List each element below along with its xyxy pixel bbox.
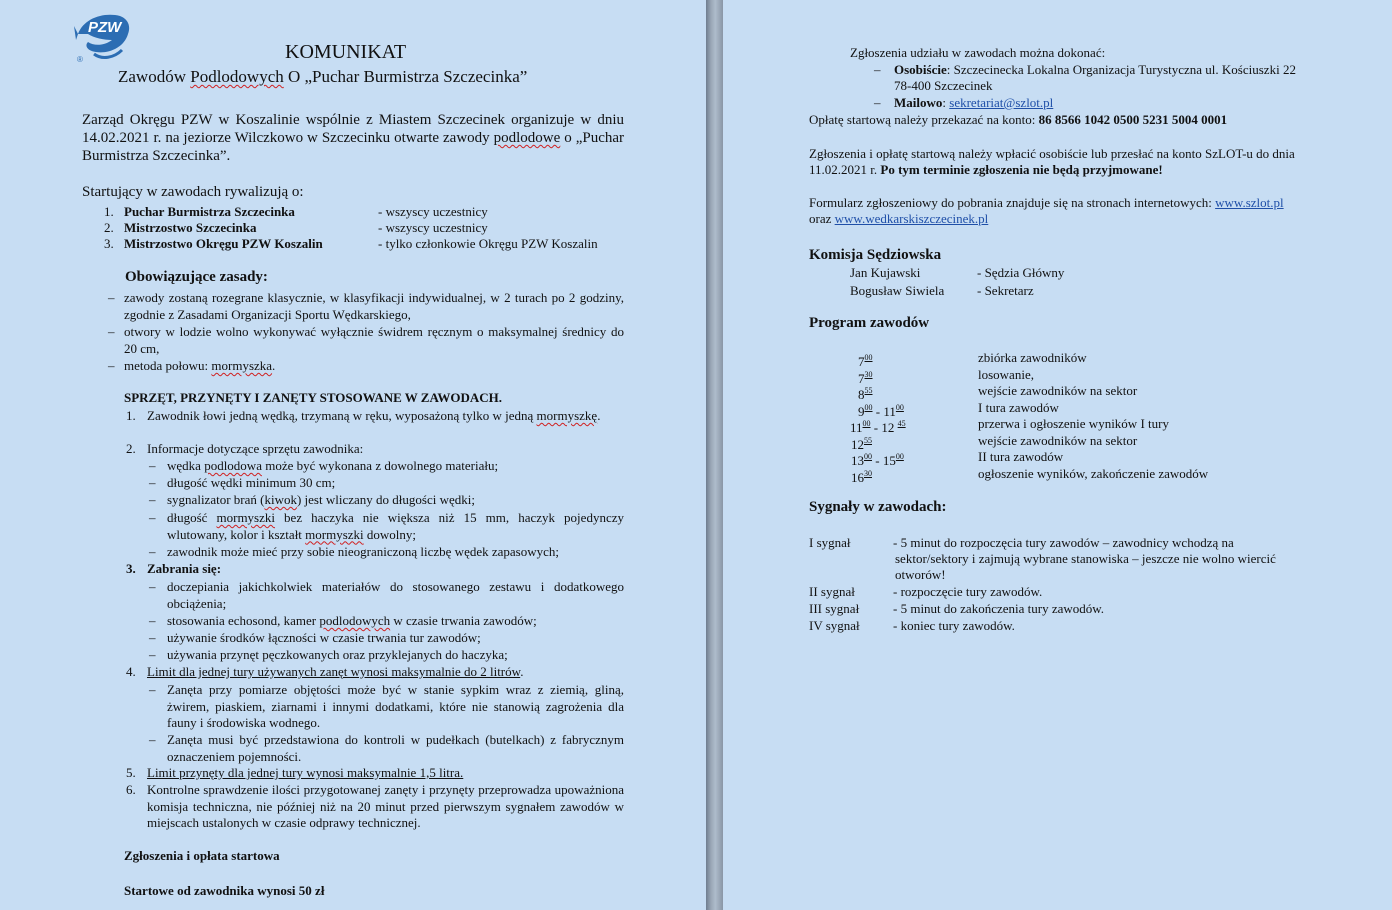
entry-fee: Startowe od zawodnika wynosi 50 zł xyxy=(124,883,325,898)
equipment-heading: SPRZĘT, PRZYNĘTY I ZANĘTY STOSOWANE W ZAWODACH. xyxy=(124,390,503,405)
logo-text: PZW xyxy=(88,19,122,36)
signal-label: III sygnał xyxy=(809,601,860,616)
rules-heading: Obowiązujące zasady: xyxy=(125,269,268,285)
dash-bullet: – xyxy=(149,492,156,507)
jury-member-name: Bogusław Siwiela xyxy=(850,283,945,298)
dash-bullet: – xyxy=(108,358,115,373)
doc-subtitle: Zawodów Podlodowych O „Puchar Burmistrza Szczecinka” xyxy=(118,67,528,86)
competition-eligibility: - wszyscy uczestnicy xyxy=(378,220,488,235)
dash-bullet: – xyxy=(874,95,881,110)
page-gutter xyxy=(706,0,723,910)
prohibited-item: doczepiania jakichkolwiek materiałów do stosowanego zestawu i dodatkowego obciążenia; xyxy=(167,579,624,611)
prohibited-item: używanie środków łączności w czasie trwania tur zawodów; xyxy=(167,630,481,645)
deadline-line-1: Zgłoszenia i opłatę startową należy wpłacić osobiście lub przesłać na konto SzLOT-u do dnia xyxy=(809,146,1295,161)
program-description: wejście zawodników na sektor xyxy=(978,433,1138,448)
program-description: I tura zawodów xyxy=(978,400,1059,415)
competition-name: Mistrzostwo Szczecinka xyxy=(124,220,257,235)
program-description: II tura zawodów xyxy=(978,449,1064,464)
document-page-right xyxy=(723,0,1392,910)
deadline-line-2: 11.02.2021 r. Po tym terminie zgłoszenia nie będą przyjmowane! xyxy=(809,162,1163,177)
rule-item: otwory w lodzie wolno wykonywać wyłącznie świdrem ręcznym o maksymalnej średnicy do 20 cm, xyxy=(124,324,624,356)
registration-intro: Zgłoszenia udziału w zawodach można dokonać: xyxy=(850,45,1106,60)
dash-bullet: – xyxy=(149,647,156,662)
competition-item: 3. xyxy=(104,236,114,251)
program-time: $7^{30}$ xyxy=(858,370,873,386)
logo-registered-mark: ® xyxy=(77,55,83,64)
jury-member-role: - Sędzia Główny xyxy=(977,265,1065,280)
bait-limit: Limit przynęty dla jednej tury wynosi maksymalnie 1,5 litra. xyxy=(147,765,464,780)
dash-bullet: – xyxy=(149,732,156,747)
dash-bullet: – xyxy=(874,62,881,77)
list-number: 4. xyxy=(126,664,136,679)
program-time: $16^{30}$ xyxy=(851,469,872,485)
registration-address: 78-400 Szczecinek xyxy=(894,78,993,93)
competition-eligibility: - wszyscy uczestnicy xyxy=(378,204,488,219)
prohibited-heading: Zabrania się: xyxy=(147,561,222,576)
equipment-subitem: długość mormyszki bez haczyka nie większa niż 15 mm, haczyk pojedynczy wlutowany, kolor i kształt mormyszki dowolny; xyxy=(167,510,624,542)
intro-paragraph: Zarząd Okręgu PZW w Koszalinie wspólnie z Miastem Szczecinek organizuje w dniu 14.02.2021 r. na jeziorze Wilczkowo w Szczecinku otwarte zawody podlodowe o „Puchar Burmistrza Szczecinka”. xyxy=(82,112,625,164)
competition-name: Puchar Burmistrza Szczecinka xyxy=(124,204,295,219)
program-time: $13^{00} - 15^{00}$ xyxy=(851,452,904,468)
equipment-item: Zawodnik łowi jedną wędką, trzymaną w ręku, wyposażoną tylko w jedną mormyszkę. xyxy=(147,408,601,423)
dash-bullet: – xyxy=(149,613,156,628)
signal-description: - 5 minut do zakończenia tury zawodów. xyxy=(893,601,1105,616)
program-time: $11^{00} - 12$ $^{45}$ xyxy=(850,419,906,435)
program-description: zbiórka zawodników xyxy=(978,350,1087,365)
signal-description: - koniec tury zawodów. xyxy=(893,618,1015,633)
doc-title: KOMUNIKAT xyxy=(285,41,407,63)
groundbait-subitem: Zanęta przy pomiarze objętości może być w stanie sypkim wraz z ziemią, gliną, żwirem, piaskiem, ziarnami i innymi dodatkami, które nie stanowią zagrożenia dla fauny i środowiska wodnego. xyxy=(167,682,624,731)
equipment-subitem: długość wędki minimum 30 cm; xyxy=(167,475,336,490)
dash-bullet: – xyxy=(149,458,156,473)
program-description: ogłoszenie wyników, zakończenie zawodów xyxy=(978,466,1209,481)
list-number: 2. xyxy=(126,441,136,456)
account-line: Opłatę startową należy przekazać na konto: 86 8566 1042 0500 5231 5004 0001 xyxy=(809,112,1228,127)
dash-bullet: – xyxy=(149,579,156,594)
program-description: losowanie, xyxy=(978,367,1034,382)
groundbait-subitem: Zanęta musi być przedstawiona do kontroli w pudełkach (butelkach) z fabrycznym oznaczeniem pojemności. xyxy=(167,732,624,764)
dash-bullet: – xyxy=(149,544,156,559)
rule-item: metoda połowu: mormyszka. xyxy=(124,358,276,373)
list-number: 1. xyxy=(126,408,136,423)
signal-description: - rozpoczęcie tury zawodów. xyxy=(893,584,1043,599)
rule-item: zawody zostaną rozegrane klasycznie, w klasyfikacji indywidualnej, w 2 turach po 2 godziny, zgodnie z Zasadami Organizacji Sportu Wędkarskiego, xyxy=(124,290,624,322)
dash-bullet: – xyxy=(108,324,115,339)
signal-label: IV sygnał xyxy=(809,618,860,633)
program-heading: Program zawodów xyxy=(809,315,930,331)
program-time: $12^{55}$ xyxy=(851,436,872,452)
signal-description: - 5 minut do rozpoczęcia tury zawodów – zawodnicy wchodzą na xyxy=(893,535,1234,550)
dash-bullet: – xyxy=(149,630,156,645)
control-paragraph: Kontrolne sprawdzenie ilości przygotowanej zanęty i przynęty przeprowadza upoważniona komisja techniczna, nie później niż na 20 minut przed pierwszym sygnałem zawodów w miejscach ustalonych w czasie odprawy technicznej. xyxy=(147,782,624,831)
prohibited-item: stosowania echosond, kamer podlodowych w czasie trwania zawodów; xyxy=(167,613,537,628)
list-number: 3. xyxy=(126,561,136,576)
form-line-1: Formularz zgłoszeniowy do pobrania znajduje się na stronach internetowych: www.szlot.pl xyxy=(809,195,1284,210)
jury-heading: Komisja Sędziowska xyxy=(809,247,942,263)
program-time: $8^{55}$ xyxy=(858,386,873,402)
program-time: $7^{00}$ xyxy=(858,353,873,369)
registration-heading: Zgłoszenia i opłata startowa xyxy=(124,848,280,863)
competitions-heading: Startujący w zawodach rywalizują o: xyxy=(82,184,304,200)
signal-description: otworów! xyxy=(895,567,946,582)
dash-bullet: – xyxy=(149,510,156,525)
competition-eligibility: - tylko członkowie Okręgu PZW Koszalin xyxy=(378,236,598,251)
groundbait-limit: Limit dla jednej tury używanych zanęt wynosi maksymalnie do 2 litrów. xyxy=(147,664,524,679)
equipment-item: Informacje dotyczące sprzętu zawodnika: xyxy=(147,441,364,456)
szlot-link[interactable]: www.szlot.pl xyxy=(1215,195,1284,210)
signal-label: II sygnał xyxy=(809,584,855,599)
program-description: wejście zawodników na sektor xyxy=(978,383,1138,398)
jury-member-role: - Sekretarz xyxy=(977,283,1034,298)
wedkarski-link[interactable]: www.wedkarskiszczecinek.pl xyxy=(834,211,989,226)
dash-bullet: – xyxy=(149,475,156,490)
registration-email: Mailowo: sekretariat@szlot.pl xyxy=(894,95,1054,110)
signals-heading: Sygnały w zawodach: xyxy=(809,499,947,515)
list-number: 6. xyxy=(126,782,136,797)
dash-bullet: – xyxy=(149,682,156,697)
competition-item: 2. xyxy=(104,220,114,235)
competition-name: Mistrzostwo Okręgu PZW Koszalin xyxy=(124,236,323,251)
registration-in-person: Osobiście: Szczecinecka Lokalna Organizacja Turystyczna ul. Kościuszki 22 xyxy=(894,62,1296,77)
prohibited-item: używania przynęt pęczkowanych oraz przyklejanych do haczyka; xyxy=(167,647,508,662)
dash-bullet: – xyxy=(108,290,115,305)
form-line-2: oraz www.wedkarskiszczecinek.pl xyxy=(809,211,989,226)
equipment-subitem: wędka podlodowa może być wykonana z dowolnego materiału; xyxy=(167,458,499,473)
pzw-fish-logo-icon xyxy=(74,10,132,66)
signal-label: I sygnał xyxy=(809,535,851,550)
jury-member-name: Jan Kujawski xyxy=(850,265,921,280)
competition-item: 1. xyxy=(104,204,114,219)
equipment-subitem: sygnalizator brań (kiwok) jest wliczany do długości wędki; xyxy=(167,492,475,507)
equipment-subitem: zawodnik może mieć przy sobie nieograniczoną liczbę wędek zapasowych; xyxy=(167,544,559,559)
program-time: $9^{00} - 11^{00}$ xyxy=(858,403,904,419)
list-number: 5. xyxy=(126,765,136,780)
program-description: przerwa i ogłoszenie wyników I tury xyxy=(978,416,1169,431)
email-link[interactable]: sekretariat@szlot.pl xyxy=(949,95,1054,110)
signal-description: sektor/sektory i zajmują wybrane stanowiska – jeszcze nie wolno wiercić xyxy=(895,551,1276,566)
